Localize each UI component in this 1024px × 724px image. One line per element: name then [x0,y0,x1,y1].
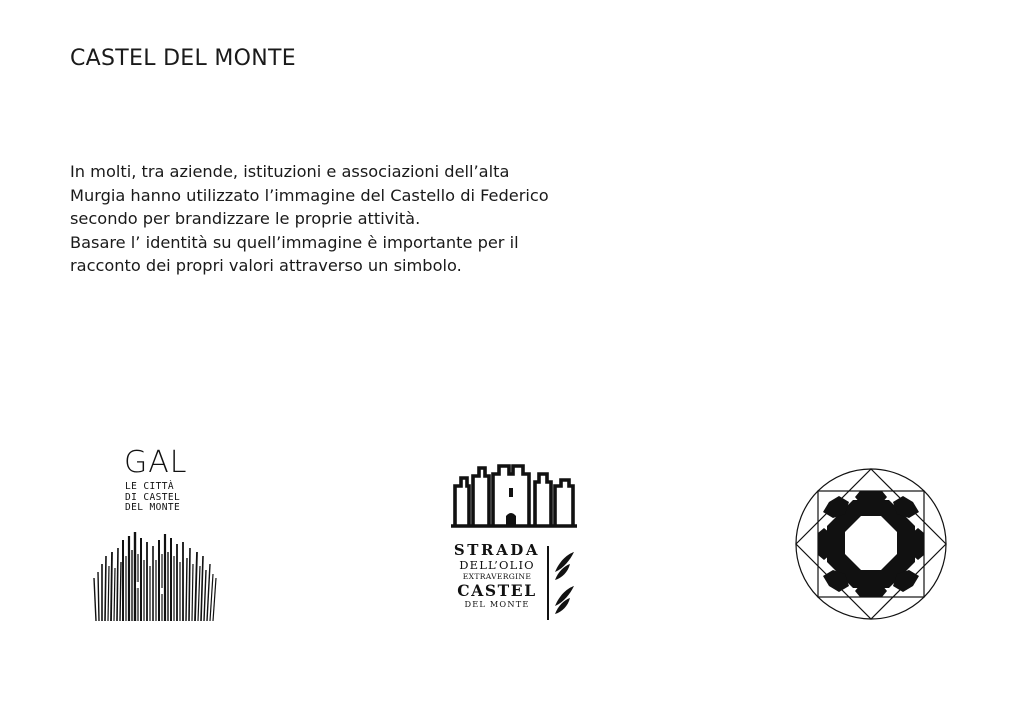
body-paragraph [70,160,670,278]
gal-logo-word: GAL [124,445,188,480]
strada-line-2: DELL’OLIO [459,558,535,572]
body-line: In molti, tra aziende, istituzioni e associazioni dell’alta [70,162,510,181]
gal-logo-subtitle-line: DI CASTEL [125,491,181,503]
body-line: secondo per brandizzare le proprie attività. [70,209,421,229]
body-line: racconto dei propri valori attraverso un simbolo. [70,256,462,276]
castle-bars-icon [90,526,222,621]
strada-line-5: DEL MONTE [464,599,530,609]
gal-logo-subtitle-line: LE CITTÀ [125,481,174,492]
strada-divider [547,546,549,620]
page-title: CASTEL DEL MONTE [70,46,296,71]
octagon-castle-emblem [793,466,949,622]
body-line: Basare l’ identità su quell’immagine è importante per il [70,232,519,252]
octagon-castle-emblem-icon [793,466,949,622]
strada-line-3: EXTRAVERGINE [462,572,532,581]
body-line: Murgia hanno utilizzato l’immagine del Castello di Federico [70,185,549,205]
castle-towers-icon [451,464,577,528]
strada-olio-wordmark [449,542,545,610]
strada-olio-logo [449,464,579,624]
strada-line-4: CASTEL [457,581,537,600]
gal-logo-subtitle [125,482,215,514]
olive-branch-icon [552,550,576,620]
strada-line-1: STRADA [453,541,541,559]
gal-logo [90,445,222,623]
gal-logo-subtitle-line: DEL MONTE [125,502,181,513]
